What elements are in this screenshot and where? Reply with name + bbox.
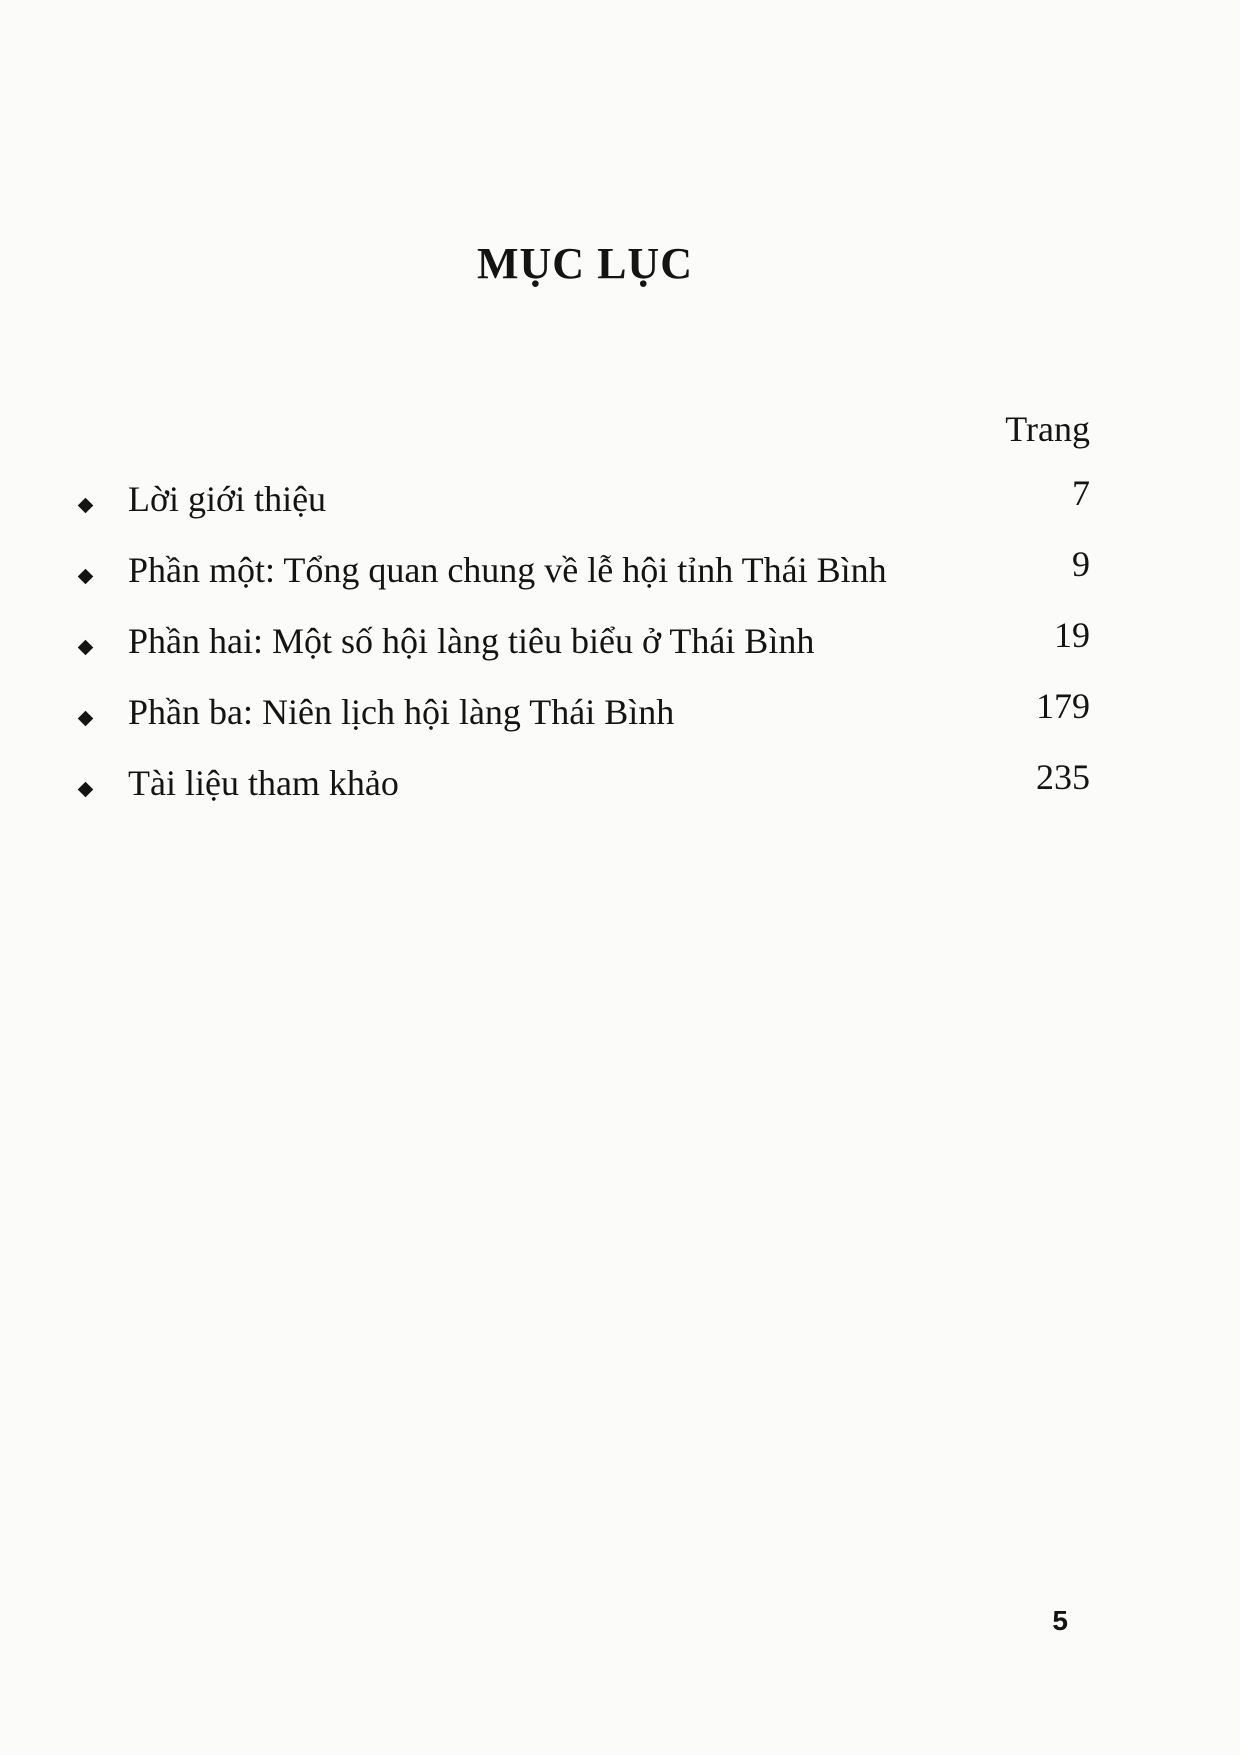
toc-entry[interactable] (0, 686, 1240, 762)
toc-entry[interactable] (0, 473, 1240, 549)
toc-entry-title: Tài liệu tham khảo (128, 763, 399, 803)
toc-entry-page: 235 (1036, 757, 1090, 797)
page-title: MỤC LỤC (477, 239, 693, 288)
toc-entry-page: 9 (1072, 544, 1090, 584)
diamond-bullet-icon (78, 569, 94, 585)
diamond-bullet-icon (78, 498, 94, 514)
diamond-bullet-icon (78, 782, 94, 798)
page-column-label: Trang (1005, 409, 1090, 449)
toc-entry-title: Lời giới thiệu (128, 479, 327, 519)
toc-entry-page: 7 (1072, 473, 1090, 513)
toc-entry[interactable] (0, 757, 1240, 833)
toc-entry-title: Phần ba: Niên lịch hội làng Thái Bình (128, 692, 675, 732)
table-of-contents (0, 473, 1240, 833)
toc-entry-page: 179 (1036, 686, 1090, 726)
toc-entry[interactable] (0, 615, 1240, 691)
diamond-bullet-icon (78, 711, 94, 727)
page-number: 5 (1052, 1605, 1068, 1636)
toc-entry-page: 19 (1054, 615, 1090, 655)
diamond-bullet-icon (78, 640, 94, 656)
toc-entry-title: Phần hai: Một số hội làng tiêu biểu ở Thái Bình (128, 621, 815, 661)
toc-entry-title: Phần một: Tổng quan chung về lễ hội tỉnh Thái Bình (128, 550, 887, 590)
toc-entry[interactable] (0, 544, 1240, 620)
